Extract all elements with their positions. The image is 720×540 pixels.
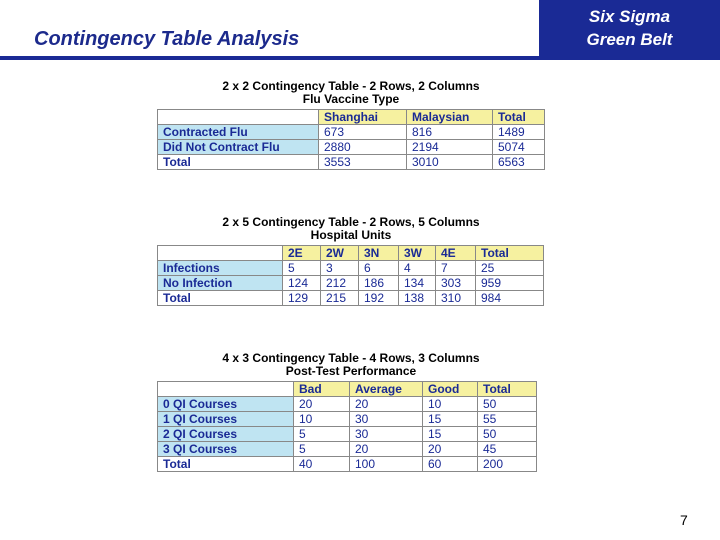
row-header: Total bbox=[158, 155, 319, 170]
table-1-caption-block bbox=[157, 80, 545, 106]
row-header: Total bbox=[158, 457, 294, 472]
table-cell: 25 bbox=[476, 261, 544, 276]
table-cell: 5 bbox=[283, 261, 321, 276]
table-header-row bbox=[158, 246, 544, 261]
table-cell: 20 bbox=[350, 442, 423, 457]
badge-line-1: Six Sigma bbox=[588, 7, 671, 26]
table-2-subcaption: Hospital Units bbox=[310, 228, 392, 242]
contingency-table-3 bbox=[157, 381, 537, 472]
table-cell: 40 bbox=[294, 457, 350, 472]
table-cell: 50 bbox=[478, 427, 537, 442]
row-header: Infections bbox=[158, 261, 283, 276]
table-3-caption: 4 x 3 Contingency Table - 4 Rows, 3 Columns bbox=[222, 351, 480, 365]
table-cell: 3 bbox=[321, 261, 359, 276]
table-cell: 30 bbox=[350, 412, 423, 427]
column-header: 4E bbox=[436, 246, 476, 261]
table-3-caption-block bbox=[157, 352, 545, 378]
table-cell: 3010 bbox=[407, 155, 493, 170]
table-header-row bbox=[158, 382, 537, 397]
row-header: Did Not Contract Flu bbox=[158, 140, 319, 155]
column-header: 2W bbox=[321, 246, 359, 261]
table-cell: 1489 bbox=[493, 125, 545, 140]
table-total-row bbox=[158, 291, 544, 306]
row-header: 0 QI Courses bbox=[158, 397, 294, 412]
table-total-row bbox=[158, 457, 537, 472]
table-2-caption-block bbox=[157, 216, 545, 242]
corner-cell bbox=[158, 246, 283, 261]
badge-line-2: Green Belt bbox=[586, 30, 673, 49]
table-cell: 310 bbox=[436, 291, 476, 306]
table-cell: 20 bbox=[423, 442, 478, 457]
table-cell: 5074 bbox=[493, 140, 545, 155]
table-header-row bbox=[158, 110, 545, 125]
table-cell: 60 bbox=[423, 457, 478, 472]
table-1-subcaption: Flu Vaccine Type bbox=[302, 92, 400, 106]
table-cell: 6 bbox=[359, 261, 399, 276]
table-cell: 673 bbox=[319, 125, 407, 140]
corner-cell bbox=[158, 110, 319, 125]
table-cell: 2194 bbox=[407, 140, 493, 155]
corner-cell bbox=[158, 382, 294, 397]
column-header: Good bbox=[423, 382, 478, 397]
table-cell: 30 bbox=[350, 427, 423, 442]
table-cell: 192 bbox=[359, 291, 399, 306]
row-header: Contracted Flu bbox=[158, 125, 319, 140]
table-cell: 212 bbox=[321, 276, 359, 291]
table-cell: 5 bbox=[294, 442, 350, 457]
table-cell: 45 bbox=[478, 442, 537, 457]
table-row bbox=[158, 261, 544, 276]
table-1-caption: 2 x 2 Contingency Table - 2 Rows, 2 Columns bbox=[222, 79, 480, 93]
column-header: Average bbox=[350, 382, 423, 397]
table-cell: 55 bbox=[478, 412, 537, 427]
table-cell: 200 bbox=[478, 457, 537, 472]
table-cell: 15 bbox=[423, 412, 478, 427]
table-cell: 816 bbox=[407, 125, 493, 140]
table-2-caption: 2 x 5 Contingency Table - 2 Rows, 5 Columns bbox=[222, 215, 480, 229]
table-row bbox=[158, 276, 544, 291]
table-cell: 303 bbox=[436, 276, 476, 291]
table-row bbox=[158, 427, 537, 442]
column-header: 3W bbox=[399, 246, 436, 261]
column-header: Total bbox=[493, 110, 545, 125]
table-row bbox=[158, 397, 537, 412]
page-title: Contingency Table Analysis bbox=[34, 28, 300, 50]
column-header: 3N bbox=[359, 246, 399, 261]
table-cell: 5 bbox=[294, 427, 350, 442]
table-cell: 20 bbox=[350, 397, 423, 412]
table-cell: 7 bbox=[436, 261, 476, 276]
table-cell: 100 bbox=[350, 457, 423, 472]
column-header: Total bbox=[478, 382, 537, 397]
contingency-table-1 bbox=[157, 109, 545, 170]
page-number: 7 bbox=[680, 512, 688, 528]
table-cell: 6563 bbox=[493, 155, 545, 170]
column-header: Bad bbox=[294, 382, 350, 397]
table-cell: 959 bbox=[476, 276, 544, 291]
table-row bbox=[158, 442, 537, 457]
table-cell: 984 bbox=[476, 291, 544, 306]
contingency-table-2 bbox=[157, 245, 544, 306]
six-sigma-badge bbox=[539, 0, 720, 56]
table-total-row bbox=[158, 155, 545, 170]
table-cell: 129 bbox=[283, 291, 321, 306]
table-cell: 3553 bbox=[319, 155, 407, 170]
table-cell: 134 bbox=[399, 276, 436, 291]
row-header: 3 QI Courses bbox=[158, 442, 294, 457]
table-cell: 124 bbox=[283, 276, 321, 291]
column-header: Shanghai bbox=[319, 110, 407, 125]
table-cell: 215 bbox=[321, 291, 359, 306]
column-header: 2E bbox=[283, 246, 321, 261]
table-cell: 186 bbox=[359, 276, 399, 291]
header-divider bbox=[0, 56, 720, 60]
column-header: Malaysian bbox=[407, 110, 493, 125]
table-cell: 50 bbox=[478, 397, 537, 412]
column-header: Total bbox=[476, 246, 544, 261]
table-row bbox=[158, 412, 537, 427]
table-cell: 10 bbox=[423, 397, 478, 412]
table-row bbox=[158, 125, 545, 140]
table-cell: 10 bbox=[294, 412, 350, 427]
row-header: No Infection bbox=[158, 276, 283, 291]
table-cell: 4 bbox=[399, 261, 436, 276]
table-cell: 2880 bbox=[319, 140, 407, 155]
row-header: 2 QI Courses bbox=[158, 427, 294, 442]
table-cell: 20 bbox=[294, 397, 350, 412]
row-header: Total bbox=[158, 291, 283, 306]
table-row bbox=[158, 140, 545, 155]
table-cell: 15 bbox=[423, 427, 478, 442]
row-header: 1 QI Courses bbox=[158, 412, 294, 427]
table-cell: 138 bbox=[399, 291, 436, 306]
table-3-subcaption: Post-Test Performance bbox=[285, 364, 417, 378]
